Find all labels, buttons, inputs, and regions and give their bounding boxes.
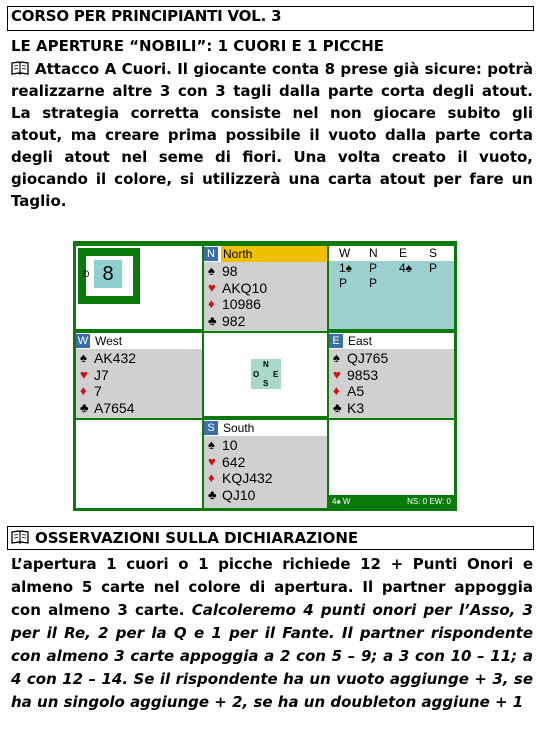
club-icon: ♣ <box>208 486 217 502</box>
dealer-label: D <box>83 269 90 279</box>
compass-e: E <box>273 370 279 379</box>
heart-icon: ♥ <box>208 279 216 295</box>
west-hearts: ♥ J7 <box>80 366 109 383</box>
spade-icon: ♠ <box>333 350 340 365</box>
observations-title: OSSERVAZIONI SULLA DICHIARAZIONE <box>11 529 358 547</box>
east-clubs: ♣ K3 <box>333 399 365 416</box>
diamond-icon: ♦ <box>80 383 87 398</box>
heart-icon: ♥ <box>333 366 341 382</box>
result-bar <box>329 495 454 508</box>
club-icon: ♣ <box>80 399 89 415</box>
west-diamonds: ♦ 7 <box>80 383 102 399</box>
north-clubs: ♣ 982 <box>208 312 246 329</box>
heart-icon: ♥ <box>208 453 216 469</box>
south-hearts: ♥ 642 <box>208 453 246 470</box>
north-name: North <box>221 246 327 262</box>
vulnerability-label: NS: 0 EW: 0 <box>407 497 451 506</box>
diamond-icon: ♦ <box>208 296 215 311</box>
observations-italic-text: Calcoleremo 4 punti onori per l’Asso, 3 per il Re, 2 per la Q e 1 per il Fante. Il partner rispondente con almeno 3 carte appoggia a 2 con 5 – 9; a 3 con 10 – 11; a 4 con 12 – 14. Se il rispondente ha un vuoto aggiunge + 3, se ha un singolo aggiunge + 2, se ha un doubleton aggiune + 1 <box>11 601 533 711</box>
bidding-cell <box>329 246 454 329</box>
north-badge: N <box>204 247 218 261</box>
board-info-cell <box>76 246 202 329</box>
east-spades: ♠ QJ765 <box>333 350 389 366</box>
club-icon: ♣ <box>208 312 217 328</box>
observations-text: L’apertura 1 cuori o 1 picche richiede 12 + Punti Onori e almeno 5 carte nel colore di apertura. Il partner appoggia con almeno 3 carte. <box>11 555 533 619</box>
compass-cell <box>204 333 327 416</box>
intro-paragraph <box>11 58 533 212</box>
diamond-icon: ♦ <box>208 470 215 485</box>
west-spades: ♠ AK432 <box>80 350 137 366</box>
west-hand <box>76 333 202 416</box>
south-name: South <box>223 421 255 435</box>
diamond-icon: ♦ <box>333 383 340 398</box>
east-badge: E <box>329 334 343 348</box>
west-name: West <box>95 334 123 348</box>
book-icon <box>11 530 29 544</box>
north-hearts: ♥ AKQ10 <box>208 279 268 296</box>
result-cell <box>329 420 454 508</box>
observations-paragraph <box>11 553 533 714</box>
book-icon <box>11 61 29 75</box>
empty-cell <box>76 420 202 508</box>
board-number: 8 <box>94 260 122 288</box>
south-spades: ♠ 10 <box>208 437 238 453</box>
spade-icon: ♠ <box>208 437 215 452</box>
east-name: East <box>348 334 373 348</box>
compass <box>251 359 281 389</box>
south-hand <box>204 420 327 508</box>
bidding-header: W N E S <box>329 246 454 261</box>
bridge-deal-diagram <box>73 241 457 511</box>
heart-icon: ♥ <box>80 366 88 382</box>
compass-o: O <box>253 370 260 379</box>
east-hand <box>329 333 454 416</box>
page-subtitle: LE APERTURE “NOBILI”: 1 CUORI E 1 PICCHE <box>11 37 385 55</box>
north-diamonds: ♦ 10986 <box>208 296 261 312</box>
south-diamonds: ♦ KQJ432 <box>208 470 273 486</box>
page-title: CORSO PER PRINCIPIANTI VOL. 3 <box>11 7 282 25</box>
spade-icon: ♠ <box>208 263 215 278</box>
contract-label: 4♠ W <box>332 497 351 506</box>
north-spades: ♠ 98 <box>208 263 238 279</box>
east-diamonds: ♦ A5 <box>333 383 365 399</box>
west-badge: W <box>77 335 89 347</box>
club-icon: ♣ <box>333 399 342 415</box>
south-clubs: ♣ QJ10 <box>208 486 256 503</box>
west-clubs: ♣ A7654 <box>80 399 135 416</box>
north-hand <box>204 246 327 329</box>
spade-icon: ♠ <box>80 350 87 365</box>
bidding-table: 1♠ P 4♠ P P P <box>329 261 454 329</box>
south-badge: S <box>204 421 218 435</box>
compass-n: N <box>263 360 269 369</box>
intro-text: Attacco A Cuori. Il giocante conta 8 prese già sicure: potrà realizzarne altre 3 con 3 tagli dalla parte corta degli atout. La strategia corretta consiste nel non giocare subito gli atout, ma creare prima possibile il vuoto dalla parte corta degli atout nel seme di fiori. Una volta creato il vuoto, giocando il colore, si utilizzerà una carta atout per fare un Taglio. <box>11 60 533 210</box>
east-hearts: ♥ 9853 <box>333 366 379 383</box>
compass-s: S <box>263 379 269 388</box>
